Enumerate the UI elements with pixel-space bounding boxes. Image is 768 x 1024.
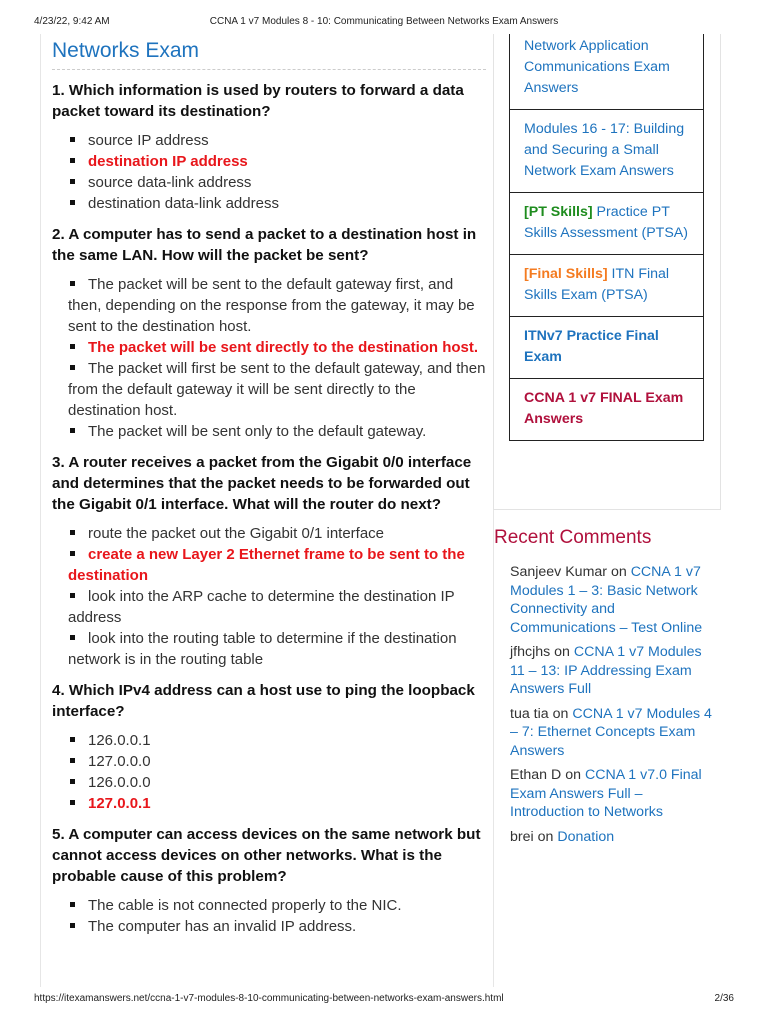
comment-item [510, 563, 720, 637]
answer-option [68, 130, 490, 151]
comment-on: on [552, 705, 569, 722]
sidebar-link-final-exam[interactable] [510, 378, 703, 440]
answer-text: The packet will be sent to the default gateway first, and then, depending on the response from the gateway, it may be sent to the destination host. [68, 276, 475, 335]
comment-author: Sanjeev Kumar [510, 564, 607, 580]
comment-author: brei [510, 828, 534, 845]
answer-text: create a new Layer 2 Ethernet frame to be sent to the destination [68, 546, 465, 584]
answer-text: look into the ARP cache to determine the destination IP address [68, 588, 455, 626]
bullet-icon [70, 179, 75, 184]
print-url: https://itexamanswers.net/ccna-1-v7-modules-8-10-communicating-between-networks-exam-answers.html [34, 993, 504, 1004]
bullet-icon [70, 902, 75, 907]
question-2: 2. A computer has to send a packet to a destination host in the same LAN. How will the packet be sent? [52, 226, 477, 264]
answer-option [68, 730, 490, 751]
answer-text: 127.0.0.0 [88, 753, 151, 770]
answer-text: destination data-link address [88, 195, 279, 212]
answer-text: 126.0.0.1 [88, 732, 151, 749]
answer-option [68, 895, 490, 916]
answer-text: The packet will first be sent to the default gateway, and then from the default gateway it will be sent directly to the destination host. [68, 360, 486, 419]
answer-text: route the packet out the Gigabit 0/1 interface [88, 525, 385, 542]
answer-option-correct [68, 544, 490, 586]
answer-text: source IP address [88, 132, 209, 149]
answer-list-3 [40, 523, 490, 670]
bullet-icon [70, 428, 75, 433]
comment-post-link[interactable]: CCNA 1 v7 Modules 1 – 3: Basic Network Connectivity and Communications – Test Online [510, 564, 703, 636]
bullet-icon [70, 593, 75, 598]
comment-on: on [565, 767, 581, 783]
bullet-icon [70, 137, 75, 142]
question-5: 5. A computer can access devices on the same network but cannot access devices on other networks. What is the probable cause of this problem? [52, 826, 481, 885]
comment-post-link[interactable]: CCNA 1 v7 Modules 11 – 13: IP Addressing Exam Answers Full [510, 644, 702, 697]
comment-on: on [610, 564, 627, 580]
comment-author: tua tia [510, 705, 549, 722]
sidebar-link-practice-final[interactable] [510, 316, 703, 378]
bullet-icon [70, 635, 75, 640]
answer-option [68, 586, 490, 628]
print-date: 4/23/22, 9:42 AM [34, 16, 110, 27]
answer-option-correct [68, 151, 490, 172]
answer-option [68, 751, 490, 772]
bullet-icon [70, 281, 75, 286]
answer-text: source data-link address [88, 174, 252, 191]
sidebar-link-text: ITN Final Skills Exam (PTSA) [524, 266, 670, 303]
answer-text: The cable is not connected properly to the NIC. [88, 897, 402, 914]
answer-option [68, 421, 490, 442]
page-title: Networks Exam [52, 39, 200, 62]
answer-text: look into the routing table to determine if the destination network is in the routing table [68, 630, 457, 668]
bullet-icon [70, 200, 75, 205]
comment-author: jfhcjhs [510, 644, 551, 660]
comment-author: Ethan D [510, 767, 562, 783]
bullet-icon [70, 923, 75, 928]
answer-list-1 [40, 130, 490, 214]
sidebar-link-network-application[interactable] [510, 34, 703, 109]
answer-option [68, 916, 490, 937]
main-content [40, 34, 490, 937]
bullet-icon [70, 800, 75, 805]
sidebar-link-text: ITNv7 Practice Final Exam [524, 328, 659, 365]
answer-option [68, 772, 490, 793]
bullet-icon [70, 779, 75, 784]
comment-post-link[interactable]: CCNA 1 v7.0 Final Exam Answers Full – Introduction to Networks [510, 767, 702, 820]
sidebar-link-text: CCNA 1 v7 FINAL Exam Answers [524, 390, 684, 427]
bullet-icon [70, 551, 75, 556]
recent-comments-title: Recent Comments [494, 527, 652, 548]
sidebar-link-final-skills[interactable] [510, 254, 703, 316]
print-page-number: 2/36 [714, 993, 734, 1004]
answer-list-2 [40, 274, 490, 442]
comment-item [510, 643, 720, 699]
comment-item [510, 705, 720, 761]
bullet-icon [70, 344, 75, 349]
comment-on: on [537, 828, 554, 845]
answer-option [68, 172, 490, 193]
bullet-icon [70, 365, 75, 370]
sidebar-link-text: Practice PT Skills Assessment (PTSA) [524, 204, 688, 241]
question-1: 1. Which information is used by routers to forward a data packet toward its destination? [52, 82, 464, 120]
sidebar-menu [509, 34, 704, 441]
answer-list-5 [40, 895, 490, 937]
comment-post-link[interactable]: Donation [557, 828, 615, 845]
answer-text: The packet will be sent only to the default gateway. [88, 423, 427, 440]
answer-text: 127.0.0.1 [88, 795, 151, 812]
print-doc-title: CCNA 1 v7 Modules 8 - 10: Communicating Between Networks Exam Answers [209, 16, 559, 27]
recent-comments [494, 525, 720, 852]
question-4: 4. Which IPv4 address can a host use to ping the loopback interface? [52, 682, 475, 720]
print-footer [34, 993, 734, 1007]
comment-post-link[interactable]: CCNA 1 v7 Modules 4 – 7: Ethernet Concepts Exam Answers [510, 705, 712, 759]
answer-text: The computer has an invalid IP address. [88, 918, 357, 935]
answer-option [68, 628, 490, 670]
sidebar-link-modules-16-17[interactable] [510, 109, 703, 192]
pt-skills-tag: [PT Skills] [524, 204, 593, 220]
comment-item [510, 828, 720, 847]
sidebar-link-pt-skills[interactable] [510, 192, 703, 254]
answer-text: The packet will be sent directly to the destination host. [88, 339, 479, 356]
title-divider [52, 69, 486, 70]
bullet-icon [70, 737, 75, 742]
bullet-icon [70, 158, 75, 163]
question-3: 3. A router receives a packet from the Gigabit 0/0 interface and determines that the packet needs to be forwarded out the Gigabit 0/1 interface. What will the router do next? [52, 454, 472, 513]
sidebar-link-text: Network Application Communications Exam Answers [524, 38, 670, 96]
bullet-icon [70, 758, 75, 763]
answer-option-correct [68, 337, 490, 358]
answer-text: destination IP address [88, 153, 248, 170]
answer-option-correct [68, 793, 490, 814]
bullet-icon [70, 530, 75, 535]
answer-option [68, 274, 490, 337]
final-skills-tag: [Final Skills] [524, 266, 608, 282]
sidebar-link-text: Modules 16 - 17: Building and Securing a Small Network Exam Answers [524, 121, 685, 179]
answer-option [68, 358, 490, 421]
comment-on: on [554, 644, 570, 660]
comment-item [510, 766, 720, 822]
answer-text: 126.0.0.0 [88, 774, 151, 791]
print-header [34, 16, 734, 30]
answer-option [68, 523, 490, 544]
answer-list-4 [40, 730, 490, 814]
answer-option [68, 193, 490, 214]
